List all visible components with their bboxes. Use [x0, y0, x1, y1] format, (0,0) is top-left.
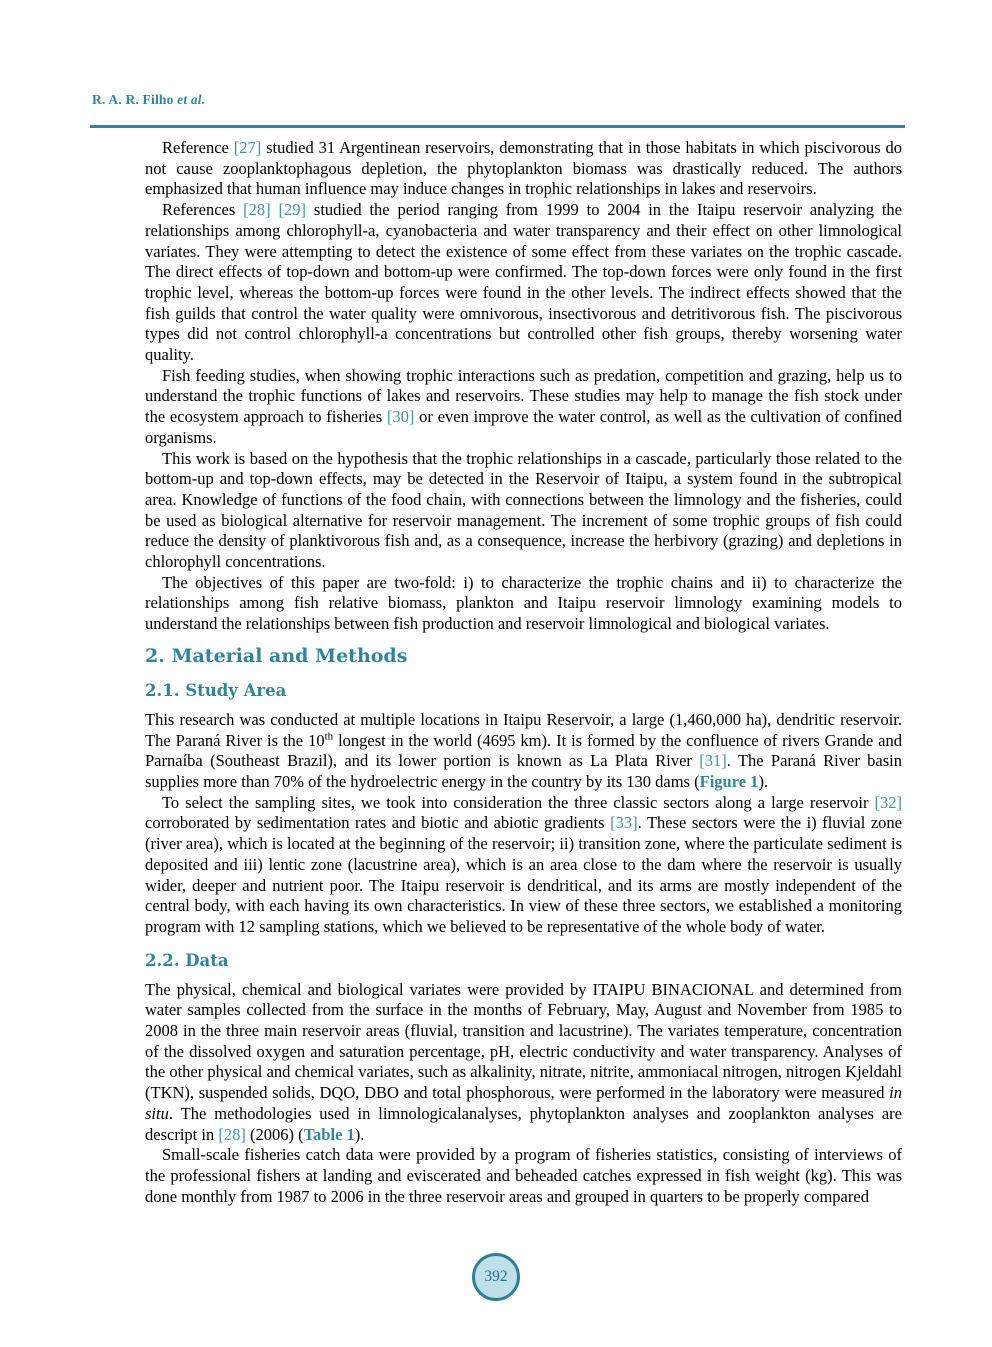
paragraph: [145, 980, 902, 1146]
paragraph: [145, 200, 902, 366]
page-number: 392: [484, 1268, 508, 1285]
body-text: This work is based on the hypothesis that the trophic relationships in a cascade, particularly those related to the bottom-up and top-down effects, may be detected in the Reservoir of Itaipu, a system found in the subtropical area. Knowledge of functions of the food chain, with connections between the limnology and the fisheries, could be used as biological alternative for reservoir management. The increment of some trophic groups of fish could reduce the density of planktivorous fish and, as a consequence, increase the herbivory (grazing) and depletions in chlorophyll concentrations.: [145, 448, 902, 572]
body-text: studied 31 Argentinean reservoirs, demonstrating that in those habitats in which piscivorous do not cause zooplanktophagous depletion, the phytoplankton biomass was drastically reduced. The authors emphasized that human influence may induce changes in trophic relationships in lakes and reservoirs.: [145, 138, 902, 199]
table-ref-link[interactable]: Table 1: [303, 1124, 355, 1144]
body-text: . These sectors were the i) fluvial zone (river area), which is located at the beginning of the reservoir; ii) transition zone, where the particulate sediment is deposited and iii) lentic zone (lacustrine area), which is an area close to the dam where the reservoir is usually wider, deeper and nutrient poor. The Itaipu reservoir is dendritical, and its arms are mostly independent of the central body, with each having its own characteristics. In view of these three sectors, we established a monitoring program with 12 sampling stations, which we believed to be representative of the whole body of water.: [145, 813, 902, 936]
body-text: Fish feeding studies, when showing trophic interactions such as predation, competition and grazing, help us to understand the trophic functions of lakes and reservoirs. These studies may help to manage the fish stock under the ecosystem approach to fisheries: [145, 365, 902, 427]
section-heading: 2. Material and Methods: [145, 644, 408, 667]
body-text: The physical, chemical and biological variates were provided by ITAIPU BINACIONAL and determined from water samples collected from the surface in the months of February, May, August and November from 1985 to 2008 in the three main reservoir areas (fluvial, transition and lacustrine). The variates temperature, concentration of the dissolved oxygen and saturation percentage, pH, electric conductivity and water transparency. Analyses of the other physical and chemical variates, such as alkalinity, nitrate, nitrite, ammoniacal nitrogen, nitrogen Kjeldahl (TKN), suspended solids, DQO, DBO and total phosphorous, were performed in the laboratory were measured: [145, 979, 902, 1103]
italic-text: in situ: [145, 1083, 902, 1123]
body-text: ).: [354, 1124, 365, 1144]
paragraph: [145, 710, 902, 793]
citation-link[interactable]: [31]: [699, 751, 727, 771]
body-text: This research was conducted at multiple locations in Itaipu Reservoir, a large (1,460,000 ha), dendritic reservoir. The Paraná River is the 10: [145, 709, 902, 750]
subsection-heading: 2.1. Study Area: [145, 680, 287, 700]
body-text: or even improve the water control, as well as the cultivation of confined organisms.: [145, 407, 902, 447]
running-head-author: R. A. R. Filho: [92, 92, 178, 107]
body-text: ).: [758, 771, 769, 791]
body-text: studied the period ranging from 1999 to 2004 in the Itaipu reservoir analyzing the relationships among chlorophyll-a, cyanobacteria and water transparency and their effect on other limnological variates. They were attempting to detect the existence of some effect from these variates on the trophic cascade. The direct effects of top-down and bottom-up were confirmed. The top-down forces were only found in the first trophic level, whereas the bottom-up forces were found in the other levels. The indirect effects showed that the fish guilds that control the water quality were omnivorous, insectivorous and detritivorous fish. The piscivorous types did not control chlorophyll-a concentrations but controlled other fish groups, thereby worsening water quality.: [145, 200, 902, 365]
paragraph: [145, 138, 902, 200]
citation-link[interactable]: [32]: [874, 792, 902, 812]
body-text: . The Paraná River basin supplies more than 70% of the hydroelectric energy in the country by its 130 dams (: [145, 751, 902, 791]
paragraph: [145, 1145, 902, 1207]
superscript-text: th: [324, 730, 334, 743]
body-text: longest in the world (4695 km). It is formed by the confluence of rivers Grande and Parnaíba (Southeast Brazil), and its lower portion is known as La Plata River: [145, 730, 902, 771]
paragraph: [145, 366, 902, 449]
citation-link[interactable]: [27]: [233, 138, 262, 157]
figure-ref-link[interactable]: Figure 1: [699, 771, 759, 791]
page-number-circle: [472, 1253, 520, 1301]
body-text: (2006) (: [245, 1124, 304, 1144]
citation-link[interactable]: [33]: [610, 813, 638, 833]
paragraph: [145, 449, 902, 573]
body-text: To select the sampling sites, we took into consideration the three classic sectors along a large reservoir: [162, 792, 875, 812]
body-text: . The methodologies used in limnologicalanalyses, phytoplankton analyses and zooplankton analyses are descript in: [145, 1103, 902, 1144]
paragraph: [145, 793, 902, 938]
article-body: [145, 138, 902, 1207]
body-text: Small-scale fisheries catch data were provided by a program of fisheries statistics, consisting of interviews of the professional fishers at landing and eviscerated and beheaded catches expressed in fish weight (kg). This was done monthly from 1987 to 2006 in the three reservoir areas and grouped in quarters to be properly compared: [145, 1145, 902, 1206]
body-text: The objectives of this paper are two-fold: i) to characterize the trophic chains and ii) to characterize the relationships among fish relative biomass, plankton and Itaipu reservoir limnology examining models to understand the relationships between fish production and reservoir limnological and biological variates.: [145, 572, 902, 634]
subsection-heading: 2.2. Data: [145, 950, 229, 970]
paragraph: [145, 573, 902, 635]
citation-link[interactable]: [28]: [243, 200, 271, 220]
running-head: [92, 92, 205, 108]
body-text: [271, 200, 279, 219]
body-text: References: [162, 200, 244, 220]
body-text: Reference: [162, 138, 234, 157]
citation-link[interactable]: [28]: [218, 1124, 246, 1144]
citation-link[interactable]: [30]: [386, 407, 415, 427]
body-text: corroborated by sedimentation rates and biotic and abiotic gradients: [145, 813, 611, 833]
citation-link[interactable]: [29]: [278, 200, 307, 220]
header-rule: [90, 125, 905, 128]
running-head-etal: et al.: [177, 92, 206, 107]
